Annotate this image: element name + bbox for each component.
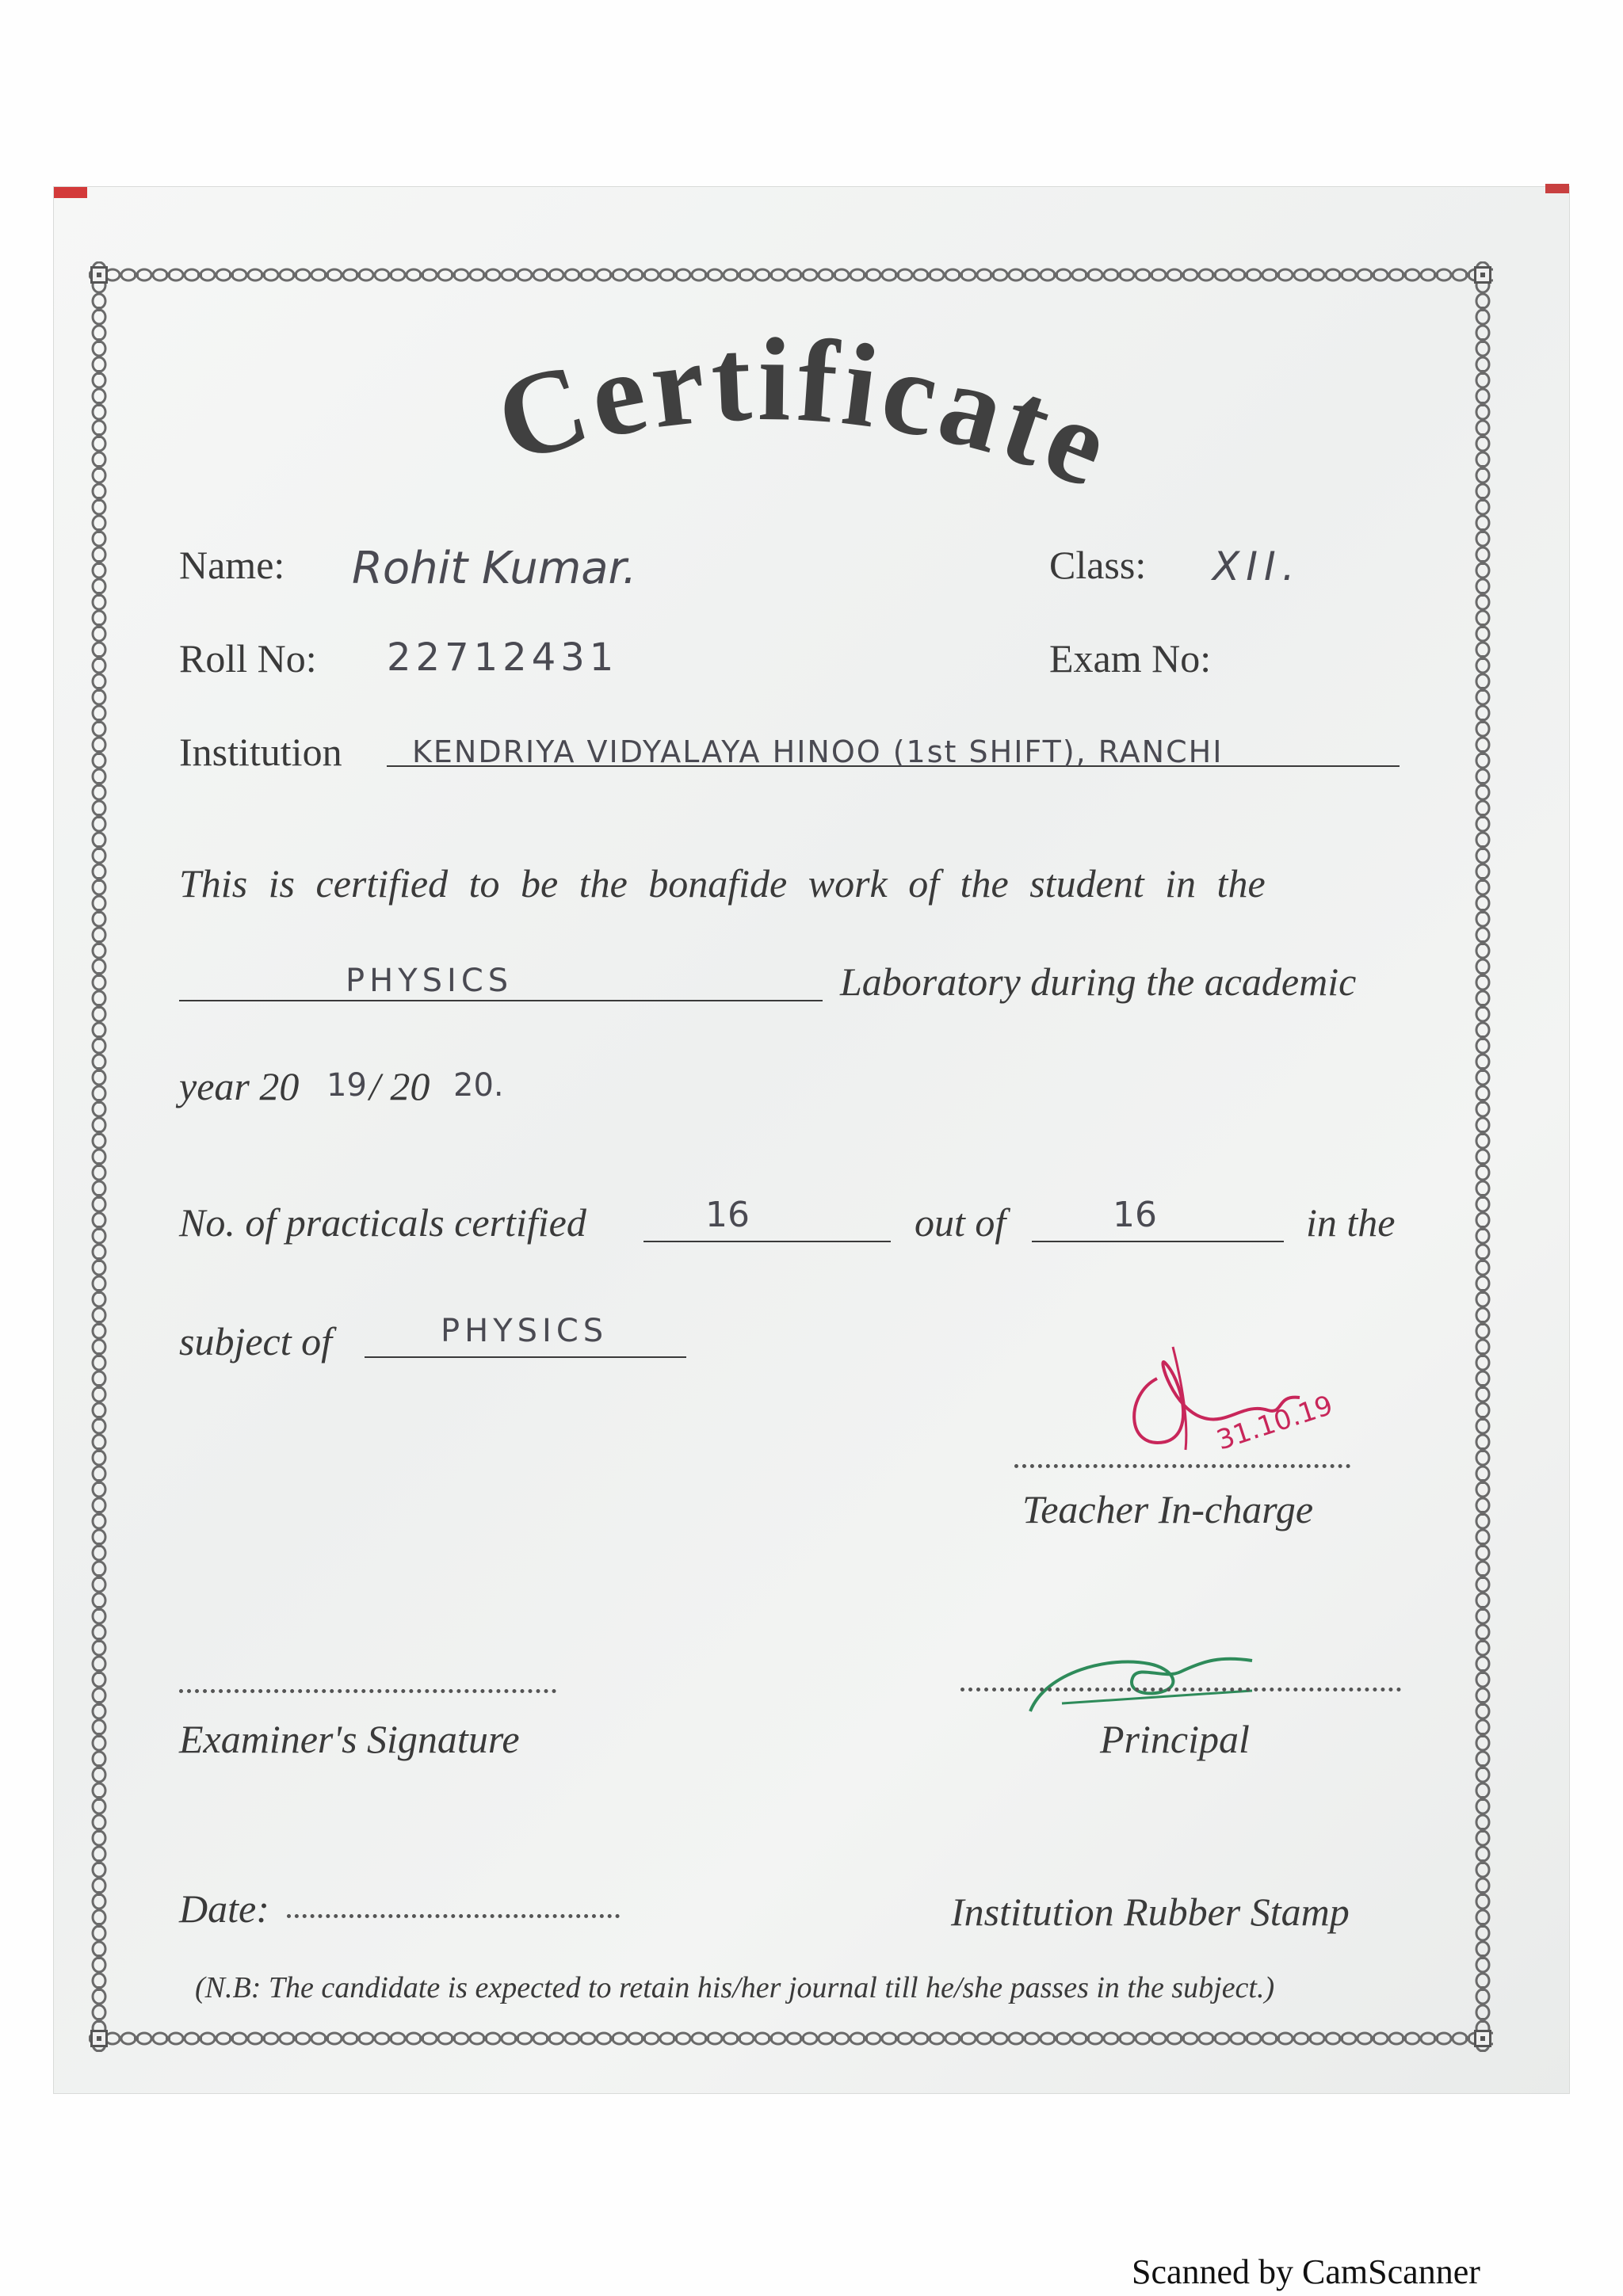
- decorative-border-left: [89, 261, 109, 2052]
- principal-signature-line: [960, 1688, 1401, 1691]
- decorative-border-top: [89, 261, 1493, 288]
- exam-number-label: Exam No:: [1049, 636, 1212, 681]
- svg-text:Certificate: [483, 314, 1130, 514]
- roll-number-label: Roll No:: [179, 636, 317, 681]
- subject-of-label: subject of: [179, 1319, 333, 1363]
- border-corner: [90, 266, 108, 284]
- name-value: Rohit Kumar.: [352, 543, 637, 594]
- decorative-border-bottom: [89, 2025, 1493, 2052]
- lab-subject-underline: [179, 1000, 823, 1001]
- examiner-signature-label: Examiner's Signature: [179, 1717, 520, 1761]
- rubber-stamp-label: Institution Rubber Stamp: [951, 1890, 1350, 1934]
- teacher-signature-date: 31.10.19: [1212, 1389, 1337, 1457]
- practicals-done-value: 16: [705, 1195, 750, 1235]
- name-label: Name:: [179, 543, 285, 587]
- academic-year-from: 19: [327, 1067, 367, 1104]
- academic-year-prefix: year 20: [179, 1064, 300, 1108]
- practicals-total-value: 16: [1113, 1195, 1157, 1235]
- practicals-certified-label: No. of practicals certified: [179, 1200, 586, 1245]
- certificate-title: [396, 301, 1205, 539]
- academic-year-separator: / 20: [369, 1064, 430, 1108]
- out-of-label: out of: [915, 1200, 1006, 1245]
- scanner-watermark: Scanned by CamScanner: [1132, 2252, 1480, 2291]
- class-value: XII.: [1212, 543, 1301, 589]
- principal-label: Principal: [1100, 1717, 1250, 1761]
- teacher-incharge-label: Teacher In-charge: [1022, 1487, 1314, 1531]
- practicals-total-underline: [1032, 1241, 1284, 1242]
- teacher-signature-line: [1014, 1464, 1350, 1468]
- red-folder-edge: [54, 187, 87, 198]
- roll-number-value: 22712431: [387, 635, 619, 680]
- date-line: [287, 1914, 620, 1918]
- certification-statement: This is certified to be the bonafide work of the student in the: [179, 861, 1266, 906]
- institution-label: Institution: [179, 730, 342, 774]
- class-label: Class:: [1049, 543, 1147, 587]
- border-corner: [1474, 2030, 1491, 2047]
- institution-value: KENDRIYA VIDYALAYA HINOO (1st SHIFT), RANCHI: [412, 734, 1224, 769]
- practicals-done-underline: [643, 1241, 891, 1242]
- examiner-signature-line: [179, 1689, 556, 1693]
- in-the-label: in the: [1306, 1200, 1396, 1245]
- decorative-border-right: [1472, 261, 1493, 2052]
- border-corner: [1474, 266, 1491, 284]
- certificate-title-text: Certificate: [482, 314, 1130, 514]
- laboratory-text: Laboratory during the academic: [840, 959, 1357, 1004]
- border-corner: [90, 2030, 108, 2047]
- subject-underline: [365, 1356, 686, 1358]
- retention-note: (N.B: The candidate is expected to retain his/her journal till he/she passes in the subject.): [195, 1971, 1275, 2004]
- lab-subject-value: PHYSICS: [346, 963, 514, 999]
- academic-year-to: 20.: [453, 1067, 504, 1104]
- date-label: Date:: [179, 1886, 269, 1931]
- subject-value: PHYSICS: [441, 1313, 609, 1349]
- red-folder-edge: [1545, 184, 1569, 193]
